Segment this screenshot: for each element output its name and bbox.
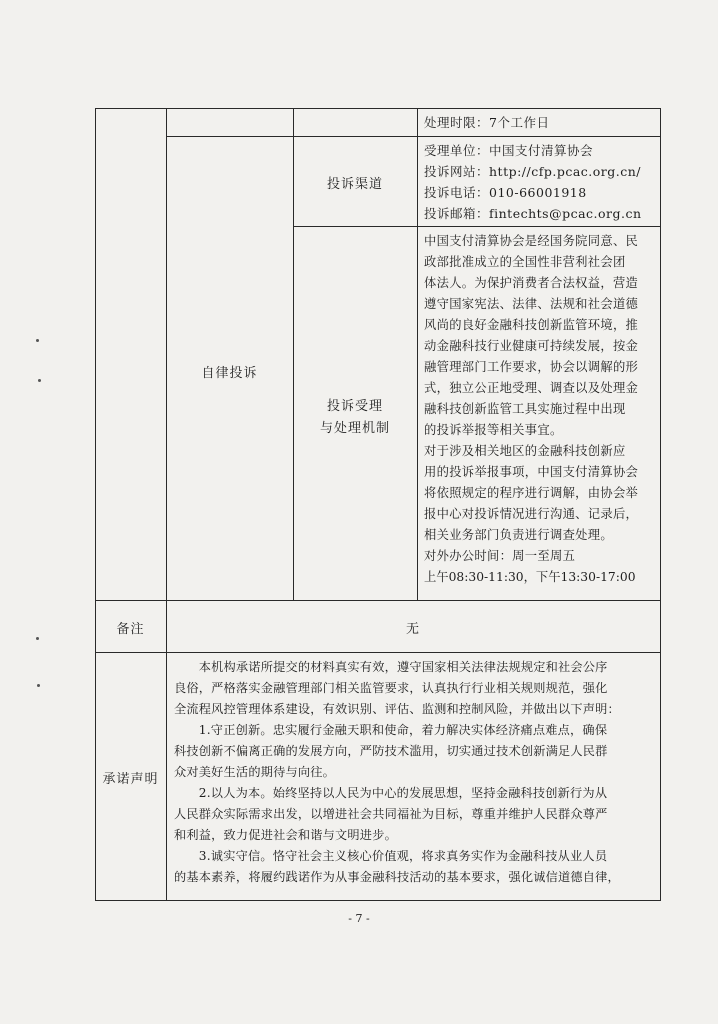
mechanism-label-line1: 投诉受理 xyxy=(326,399,383,414)
mechanism-line: 将依照规定的程序进行调解，由协会举 xyxy=(424,486,639,500)
mechanism-line: 政部批准成立的全国性非营利社会团 xyxy=(424,255,626,269)
mechanism-details xyxy=(424,231,638,588)
commitment-line: 全流程风控管理体系建设，有效识别、评估、监测和控制风险，并做出以下声明： xyxy=(174,702,620,716)
mechanism-line: 融科技创新监管工具实施过程中出现 xyxy=(424,402,626,416)
table-bottom-border xyxy=(95,900,661,901)
channel-label: 投诉渠道 xyxy=(326,177,383,192)
table-top-border xyxy=(95,108,661,109)
mechanism-line: 对于涉及相关地区的金融科技创新应 xyxy=(424,444,626,458)
mechanism-line: 动金融科技行业健康可持续发展，按金 xyxy=(424,339,639,353)
channel-email: 投诉邮箱：fintechts@pcac.org.cn xyxy=(424,206,642,221)
commitment-line: 的基本素养，将履约践诺作为从事金融科技活动的基本要求，强化诚信道德自律， xyxy=(174,870,620,884)
channel-website: 投诉网站：http://cfp.pcac.org.cn/ xyxy=(424,164,642,179)
commitment-line: 和利益，致力促进社会和谐与文明进步。 xyxy=(174,828,397,842)
commitment-text xyxy=(174,657,620,888)
scan-speck xyxy=(36,637,39,640)
page-number: - 7 - xyxy=(348,912,370,925)
row-divider xyxy=(166,136,661,137)
commitment-line: 科技创新不偏离正确的发展方向，严防技术滥用，切实通过技术创新满足人民群 xyxy=(174,744,608,758)
column-divider xyxy=(417,108,418,600)
commitment-line: 2.以人为本。始终坚持以人民为中心的发展思想，坚持金融科技创新行为从 xyxy=(174,786,608,800)
mechanism-line: 用的投诉举报事项，中国支付清算协会 xyxy=(424,465,639,479)
mechanism-line: 风尚的良好金融科技创新监管环境，推 xyxy=(424,318,639,332)
commitment-label: 承诺声明 xyxy=(102,772,159,787)
mechanism-line: 报中心对投诉情况进行沟通、记录后， xyxy=(424,507,639,521)
mechanism-line: 融管理部门工作要求，协会以调解的形 xyxy=(424,360,639,374)
commitment-line: 众对美好生活的期待与向往。 xyxy=(174,765,336,779)
processing-time-text: 处理时限：7个工作日 xyxy=(424,115,550,130)
mechanism-line: 的投诉举报等相关事宜。 xyxy=(424,423,563,437)
row-divider xyxy=(95,652,661,653)
commitment-line: 良俗，严格落实金融管理部门相关监管要求，认真执行行业相关规则规范，强化 xyxy=(174,681,608,695)
scan-speck xyxy=(38,379,41,382)
mechanism-line: 对外办公时间：周一至周五 xyxy=(424,549,576,563)
scan-speck xyxy=(37,684,40,687)
mechanism-line: 上午08:30-11:30，下午13:30-17:00 xyxy=(424,570,636,584)
mechanism-line: 式，独立公正地受理、调查以及处理金 xyxy=(424,381,639,395)
row-divider xyxy=(95,600,661,601)
mechanism-label xyxy=(293,396,417,440)
mechanism-line: 中国支付清算协会是经国务院同意、民 xyxy=(424,234,639,248)
commitment-line: 3.诚实守信。恪守社会主义核心价值观，将求真务实作为金融科技从业人员 xyxy=(174,849,608,863)
column-divider xyxy=(166,108,167,901)
channel-phone: 投诉电话：010-66001918 xyxy=(424,185,587,200)
mechanism-line: 相关业务部门负责进行调查处理。 xyxy=(424,528,613,542)
mechanism-label-line2: 与处理机制 xyxy=(319,421,390,436)
row-divider xyxy=(293,226,661,227)
commitment-line: 1.守正创新。忠实履行金融天职和使命，着力解决实体经济痛点难点，确保 xyxy=(174,723,608,737)
channel-details xyxy=(424,140,642,224)
commitment-line: 人民群众实际需求出发，以增进社会共同福祉为目标，尊重并维护人民群众尊严 xyxy=(174,807,608,821)
commitment-line: 本机构承诺所提交的材料真实有效，遵守国家相关法律法规规定和社会公序 xyxy=(174,660,608,674)
self-discipline-label: 自律投诉 xyxy=(201,366,258,381)
mechanism-line: 体法人。为保护消费者合法权益，营造 xyxy=(424,276,639,290)
remarks-label: 备注 xyxy=(116,622,145,637)
table-right-border xyxy=(660,108,661,901)
mechanism-line: 遵守国家宪法、法律、法规和社会道德 xyxy=(424,297,639,311)
remarks-value: 无 xyxy=(405,622,420,637)
channel-unit: 受理单位：中国支付清算协会 xyxy=(424,143,594,158)
scan-speck xyxy=(36,339,39,342)
